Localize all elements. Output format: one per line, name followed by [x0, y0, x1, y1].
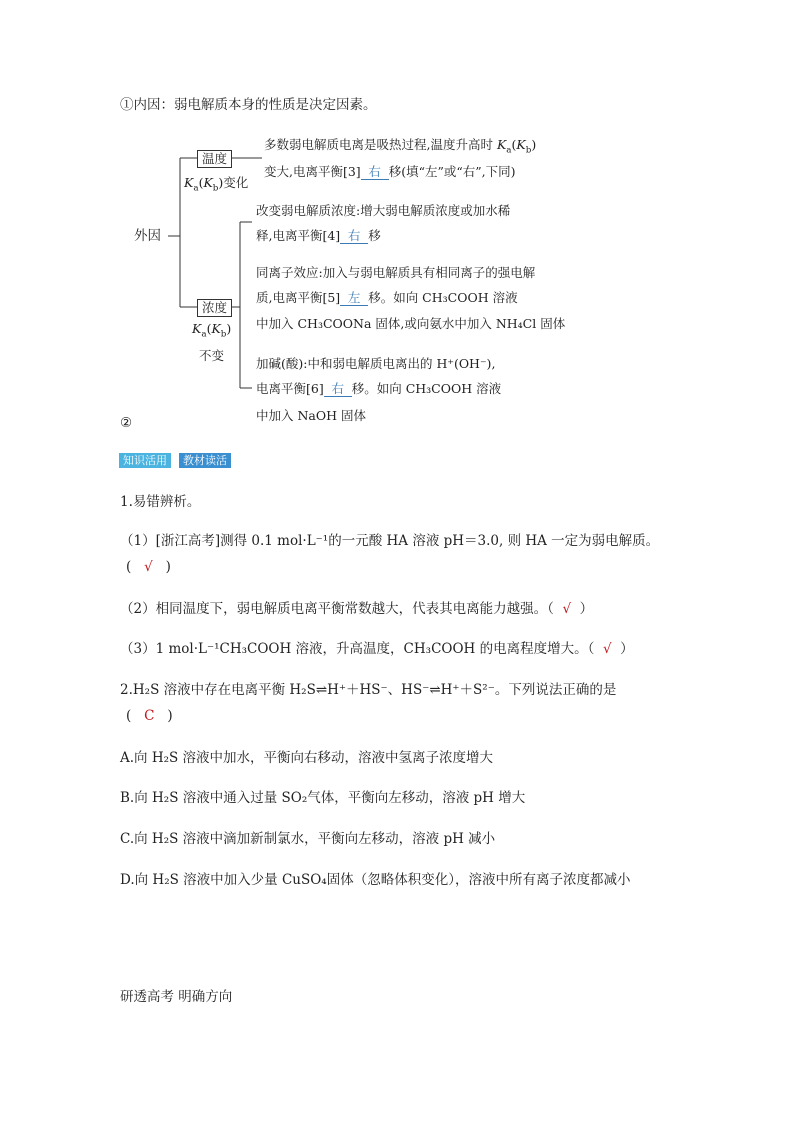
temperature-ka-kb-change: $K_a(K_b)$变化	[184, 175, 249, 194]
temperature-box: 温度	[197, 150, 232, 168]
q1-item-2-answer: √	[562, 601, 572, 617]
badge-knowledge-use: 知识活用	[119, 453, 171, 468]
conc-b-line-1: 同离子效应:加入与弱电解质具有相同离子的强电解	[256, 265, 536, 280]
temperature-line-1: 多数弱电解质电离是吸热过程,温度升高时 $K_a(K_b)$	[264, 137, 537, 156]
q2-stem: 2.H₂S 溶液中存在电离平衡 H₂S⇌H⁺＋HS⁻、HS⁻⇌H⁺＋S²⁻。下列说法正确的是	[120, 682, 617, 698]
diagram-bracket-lines	[0, 0, 794, 440]
conc-b-line-3: 中加入 CH₃COONa 固体,或向氨水中加入 NH₄Cl 固体	[256, 316, 566, 331]
conc-c-line-1: 加碱(酸):中和弱电解质电离出的 H⁺(OH⁻),	[256, 356, 496, 371]
q1-item-2: （2）相同温度下，弱电解质电离平衡常数越大，代表其电离能力越强。（ √ ）	[120, 601, 594, 617]
blank-6: 右	[324, 382, 352, 397]
q1-item-3-answer: √	[602, 641, 612, 657]
q2-answer: ( C )	[126, 708, 173, 724]
q1-title: 1.易错辨析。	[120, 494, 201, 510]
q2-option-a: A.向 H₂S 溶液中加水，平衡向右移动，溶液中氢离子浓度增大	[120, 750, 494, 766]
blank-3: 右	[361, 165, 389, 180]
concentration-unchanged: 不变	[199, 348, 225, 363]
concentration-box: 浓度	[197, 299, 232, 317]
concentration-ka-kb: $K_a(K_b)$	[192, 321, 232, 340]
conc-c-line-2: 电离平衡[6] 右 移。如向 CH₃COOH 溶液	[256, 381, 502, 396]
q1-item-1-text: （1）[浙江高考]测得 0.1 mol·L⁻¹的一元酸 HA 溶液 pH＝3.0, 则 HA 一定为弱电解质。	[120, 533, 660, 549]
conc-a-line-1: 改变弱电解质浓度:增大弱电解质浓度或加水稀	[256, 203, 511, 218]
q1-item-3: （3）1 mol·L⁻¹CH₃COOH 溶液，升高温度，CH₃COOH 的电离程度增大。（ √ ）	[120, 641, 634, 657]
blank-4: 右	[340, 229, 368, 244]
temperature-line-2: 变大,电离平衡[3] 右 移(填“左”或“右”,下同)	[264, 164, 516, 179]
blank-5: 左	[340, 291, 368, 306]
badge-textbook-reading: 教材读活	[179, 453, 231, 468]
q2-option-b: B.向 H₂S 溶液中通入过量 SO₂气体，平衡向左移动，溶液 pH 增大	[120, 790, 526, 806]
section-heading-exam: 研透高考 明确方向	[120, 989, 233, 1005]
circle-2-marker: ②	[120, 415, 133, 431]
diagram-root-label: 外因	[134, 228, 161, 244]
conc-c-line-3: 中加入 NaOH 固体	[256, 408, 366, 423]
q1-item-1-answer: ( √ )	[126, 559, 171, 575]
q2-option-d: D.向 H₂S 溶液中加入少量 CuSO₄固体（忽略体积变化），溶液中所有离子浓度都减小	[120, 872, 631, 888]
conc-b-line-2: 质,电离平衡[5] 左 移。如向 CH₃COOH 溶液	[256, 290, 518, 305]
q2-option-c: C.向 H₂S 溶液中滴加新制氯水，平衡向左移动，溶液 pH 减小	[120, 831, 496, 847]
intro-heading: ①内因：弱电解质本身的性质是决定因素。	[120, 97, 377, 113]
conc-a-line-2: 释,电离平衡[4] 右 移	[256, 228, 381, 243]
